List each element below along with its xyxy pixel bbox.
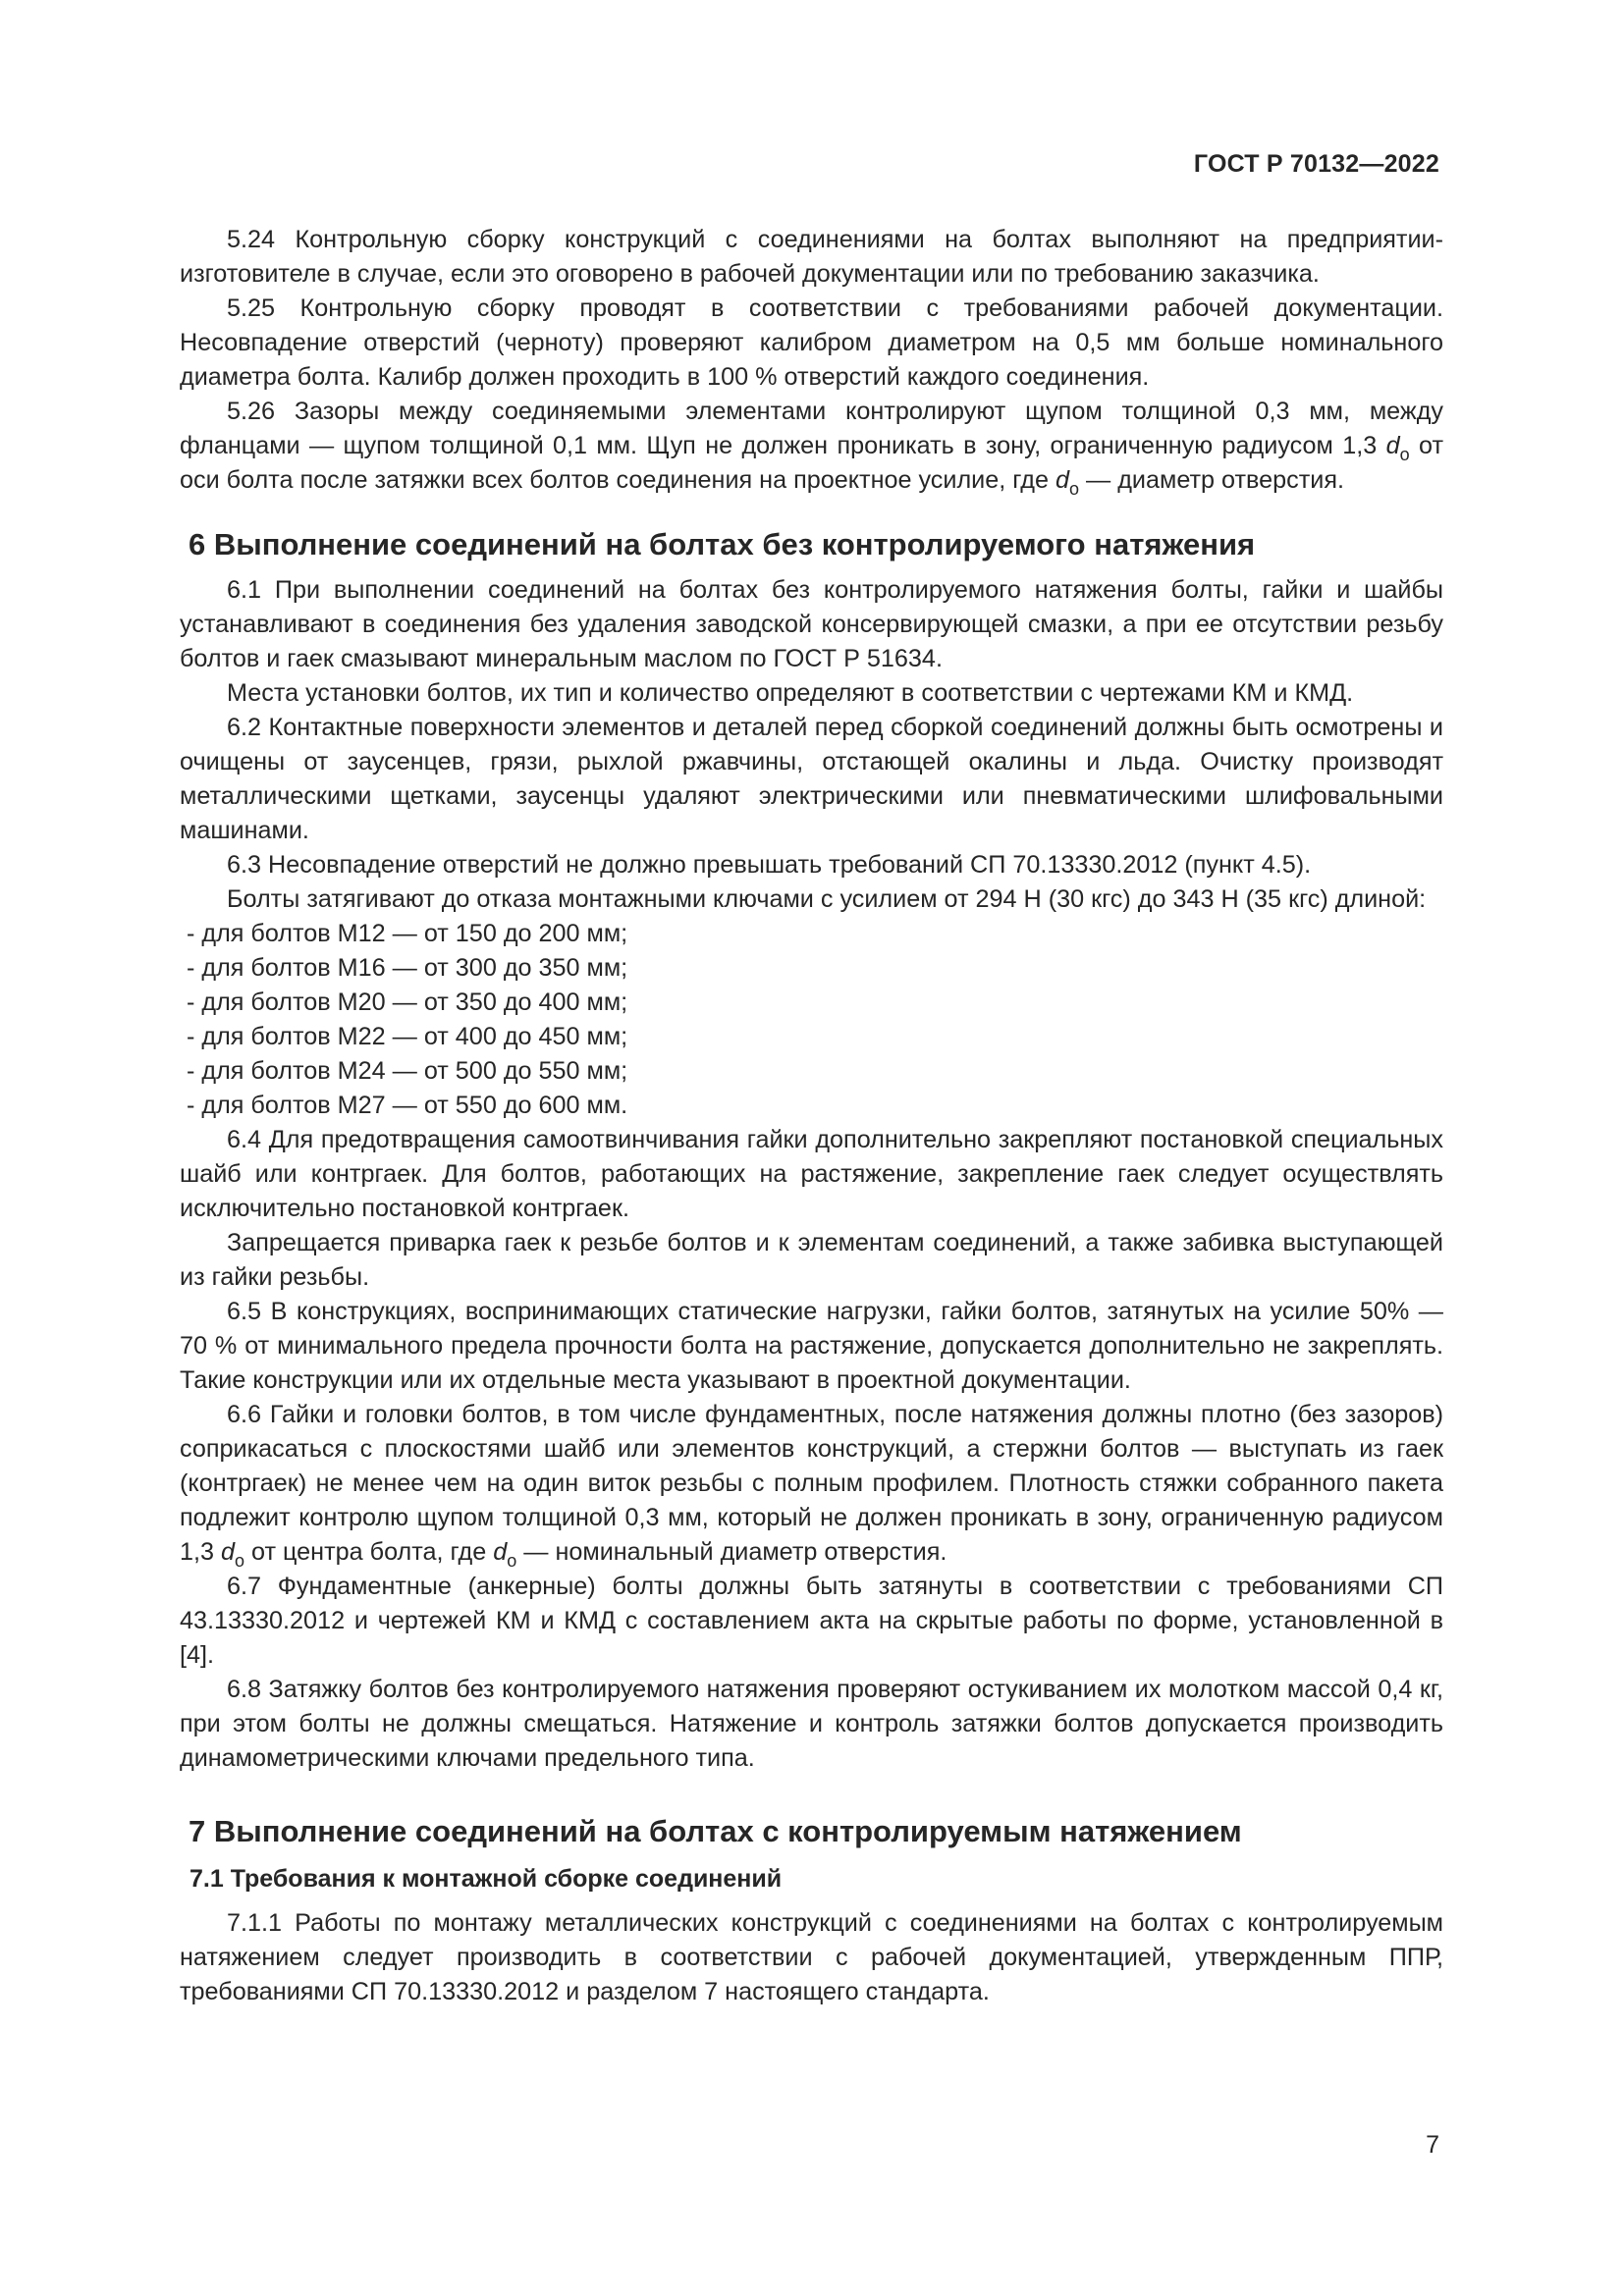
paragraph-6-4-prohibition: Запрещается приварка гаек к резьбе болтов и к элементам соединений, а также забивка выступающей из гайки резьбы. bbox=[180, 1229, 1443, 1291]
paragraph-6-1: 6.1 При выполнении соединений на болтах без контролируемого натяжения болты, гайки и шайбы устанавливают в соединения без удаления заводской консервирующей смазки, а при ее отсутствии резьбу болтов и гаек смазывают минеральным маслом по ГОСТ Р 51634. bbox=[180, 576, 1443, 672]
list-item: - для болтов М20 — от 350 до 400 мм; bbox=[187, 988, 628, 1016]
section-6-heading: 6 Выполнение соединений на болтах без контролируемого натяжения bbox=[189, 527, 1256, 561]
list-item: - для болтов М24 — от 500 до 550 мм; bbox=[187, 1057, 628, 1085]
paragraph-6-2: 6.2 Контактные поверхности элементов и деталей перед сборкой соединений должны быть осмотрены и очищены от заусенцев, грязи, рыхлой ржавчины, отстающей окалины и льда. Очистку производят металлическими щетками, заусенцы удаляют электрическими или пневматическими шлифовальными машинами. bbox=[180, 714, 1443, 844]
list-item: - для болтов М12 — от 150 до 200 мм; bbox=[187, 920, 628, 947]
paragraph-6-3: 6.3 Несовпадение отверстий не должно превышать требований СП 70.13330.2012 (пункт 4.5). bbox=[227, 851, 1312, 879]
page-content bbox=[180, 223, 1443, 2009]
paragraph-5-26: 5.26 Зазоры между соединяемыми элементами контролируют щупом толщиной 0,3 мм, между фланцами — щупом толщиной 0,1 мм. Щуп не должен проникать в зону, ограниченную радиусом 1,3 $d_о$ от оси болта после затяжки всех болтов соединения на проектное усилие, где $d_о$ — диаметр отверстия. bbox=[180, 398, 1443, 499]
document-code: ГОСТ Р 70132—2022 bbox=[1193, 150, 1439, 178]
paragraph-6-6: 6.6 Гайки и головки болтов, в том числе фундаментных, после натяжения должны плотно (без зазоров) соприкасаться с плоскостями шайб или элементов конструкций, а стержни болтов — выступать из гаек (контргаек) не менее чем на один виток резьбы с полным профилем. Плотность стяжки собранного пакета подлежит контролю щупом толщиной 0,3 мм, который не должен проникать в зону, ограниченную радиусом 1,3 $d_о$ от центра болта, где $d_о$ — номинальный диаметр отверстия. bbox=[180, 1401, 1443, 1571]
paragraph-6-8: 6.8 Затяжку болтов без контролируемого натяжения проверяют остукиванием их молотком массой 0,4 кг, при этом болты не должны смещаться. Натяжение и контроль затяжки болтов допускается производить динамометрическими ключами предельного типа. bbox=[180, 1676, 1443, 1772]
paragraph-6-4: 6.4 Для предотвращения самоотвинчивания гайки дополнительно закрепляют постановкой специальных шайб или контргаек. Для болтов, работающих на растяжение, закрепление гаек следует осуществлять исключительно постановкой контргаек. bbox=[180, 1126, 1443, 1222]
list-item: - для болтов М27 — от 550 до 600 мм. bbox=[187, 1092, 628, 1119]
paragraph-5-25: 5.25 Контрольную сборку проводят в соответствии с требованиями рабочей документации. Несовпадение отверстий (черноту) проверяют калибром диаметром на 0,5 мм больше номинального диаметра болта. Калибр должен проходить в 100 % отверстий каждого соединения. bbox=[180, 294, 1443, 391]
paragraph-6-3-tightening: Болты затягивают до отказа монтажными ключами с усилием от 294 Н (30 кгс) до 343 Н (35 кгс) длиной: bbox=[227, 885, 1427, 913]
paragraph-5-24: 5.24 Контрольную сборку конструкций с соединениями на болтах выполняют на предприятии-изготовителе в случае, если это оговорено в рабочей документации или по требованию заказчика. bbox=[180, 226, 1443, 288]
page-number: 7 bbox=[1426, 2131, 1439, 2159]
paragraph-6-7: 6.7 Фундаментные (анкерные) болты должны быть затянуты в соответствии с требованиями СП 43.13330.2012 и чертежей КМ и КМД с составлением акта на скрытые работы по форме, установленной в [4]. bbox=[180, 1573, 1443, 1669]
subsection-7-1-heading: 7.1 Требования к монтажной сборке соединений bbox=[189, 1865, 783, 1893]
wrench-length-list bbox=[180, 917, 1443, 1123]
list-item: - для болтов М16 — от 300 до 350 мм; bbox=[187, 954, 628, 982]
list-item: - для болтов М22 — от 400 до 450 мм; bbox=[187, 1023, 628, 1050]
section-7-heading: 7 Выполнение соединений на болтах с контролируемым натяжением bbox=[189, 1814, 1242, 1848]
paragraph-7-1-1: 7.1.1 Работы по монтажу металлических конструкций с соединениями на болтах с контролируемым натяжением следует производить в соответствии с рабочей документацией, утвержденным ППР, требованиями СП 70.13330.2012 и разделом 7 настоящего стандарта. bbox=[180, 1909, 1443, 2005]
paragraph-6-5: 6.5 В конструкциях, воспринимающих статические нагрузки, гайки болтов, затянутых на усилие 50% — 70 % от минимального предела прочности болта на растяжение, допускается дополнительно не закреплять. Такие конструкции или их отдельные места указывают в проектной документации. bbox=[180, 1298, 1443, 1394]
paragraph-6-1-locations: Места установки болтов, их тип и количество определяют в соответствии с чертежами КМ и КМД. bbox=[227, 679, 1354, 707]
